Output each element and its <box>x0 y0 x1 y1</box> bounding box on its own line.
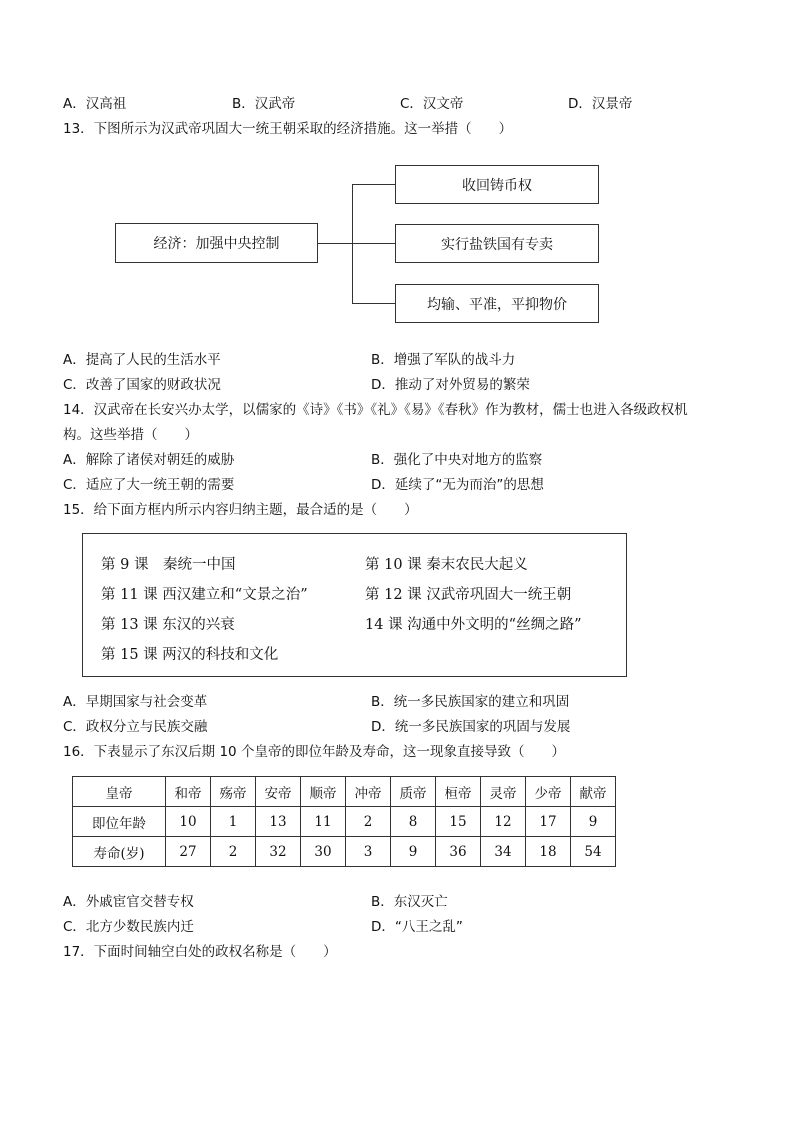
q12-option-d: D．汉景帝 <box>568 96 633 112</box>
q14-option-c: C．适应了大一统王朝的需要 <box>63 477 235 493</box>
q17-stem: 17．下面时间轴空白处的政权名称是（ ） <box>63 944 337 960</box>
q14-option-a: A．解除了诸侯对朝廷的威胁 <box>63 452 235 468</box>
q13-option-a: A．提高了人民的生活水平 <box>63 352 221 368</box>
table-cell: 8 <box>391 807 436 837</box>
table-cell: 12 <box>481 807 526 837</box>
diagram-root-box <box>115 223 318 263</box>
table-header-cell: 皇帝 <box>73 777 166 807</box>
lesson-item: 第 12 课 汉武帝巩固大一统王朝 <box>365 587 572 603</box>
table-cell: 9 <box>571 807 616 837</box>
lesson-item: 第 10 课 秦末农民大起义 <box>365 557 528 573</box>
table-row <box>73 837 616 867</box>
table-cell: 30 <box>301 837 346 867</box>
q13-option-d: D．推动了对外贸易的繁荣 <box>371 377 530 393</box>
diagram-trunk <box>352 184 353 304</box>
q16-stem: 16．下表显示了东汉后期 10 个皇帝的即位年龄及寿命，这一现象直接导致（ ） <box>63 744 565 760</box>
q15-option-d: D．统一多民族国家的巩固与发展 <box>371 719 571 735</box>
table-cell: 15 <box>436 807 481 837</box>
table-cell: 2 <box>346 807 391 837</box>
lesson-item: 第 9 课 秦统一中国 <box>101 557 236 573</box>
table-cell: 13 <box>256 807 301 837</box>
diagram-branch-box-2 <box>395 224 599 263</box>
table-header-cell: 殇帝 <box>211 777 256 807</box>
table-cell: 34 <box>481 837 526 867</box>
table-header-cell: 和帝 <box>166 777 211 807</box>
lesson-list-box <box>82 533 627 677</box>
diagram-branch-label: 均输、平准，平抑物价 <box>427 296 567 313</box>
diagram-branch-label: 收回铸币权 <box>462 177 532 194</box>
table-cell: 9 <box>391 837 436 867</box>
q12-option-a: A．汉高祖 <box>63 96 127 112</box>
table-cell: 18 <box>526 837 571 867</box>
table-header-cell: 献帝 <box>571 777 616 807</box>
diagram-branch-line-3 <box>352 303 395 304</box>
q13-option-b: B．增强了军队的战斗力 <box>371 352 516 368</box>
diagram-connector <box>318 243 353 244</box>
table-header-row <box>73 777 616 807</box>
table-cell: 3 <box>346 837 391 867</box>
table-row <box>73 807 616 837</box>
q13-stem: 13．下图所示为汉武帝巩固大一统王朝采取的经济措施。这一举措（ ） <box>63 121 513 137</box>
table-header-cell: 桓帝 <box>436 777 481 807</box>
q14-stem-line2: 构。这些举措（ ） <box>63 427 198 443</box>
table-cell: 2 <box>211 837 256 867</box>
table-header-cell: 少帝 <box>526 777 571 807</box>
q15-option-b: B．统一多民族国家的建立和巩固 <box>371 694 570 710</box>
table-header-cell: 顺帝 <box>301 777 346 807</box>
diagram-branch-line-1 <box>352 184 395 185</box>
diagram-root-label: 经济：加强中央控制 <box>153 236 280 252</box>
diagram-branch-box-3 <box>395 284 599 323</box>
lesson-item: 第 13 课 东汉的兴衰 <box>101 617 235 633</box>
diagram-branch-line-2 <box>352 243 395 244</box>
emperor-table <box>72 776 616 867</box>
table-header-cell: 质帝 <box>391 777 436 807</box>
lesson-item: 14 课 沟通中外文明的“丝绸之路” <box>365 617 582 633</box>
q13-option-c: C．改善了国家的财政状况 <box>63 377 221 393</box>
table-header-cell: 灵帝 <box>481 777 526 807</box>
q14-stem-line1: 14．汉武帝在长安兴办太学，以儒家的《诗》《书》《礼》《易》《春秋》作为教材，儒士也进入各级政权机 <box>63 402 688 418</box>
diagram-branch-label: 实行盐铁国有专卖 <box>441 236 553 253</box>
table-cell: 1 <box>211 807 256 837</box>
lesson-item: 第 11 课 西汉建立和“文景之治” <box>101 587 308 603</box>
q15-option-a: A．早期国家与社会变革 <box>63 694 208 710</box>
q12-option-b: B．汉武帝 <box>232 96 296 112</box>
table-cell: 10 <box>166 807 211 837</box>
table-cell: 17 <box>526 807 571 837</box>
q14-option-b: B．强化了中央对地方的监察 <box>371 452 543 468</box>
q16-option-b: B．东汉灭亡 <box>371 894 448 910</box>
table-cell: 36 <box>436 837 481 867</box>
q15-stem: 15．给下面方框内所示内容归纳主题，最合适的是（ ） <box>63 502 418 518</box>
q12-option-c: C．汉文帝 <box>400 96 464 112</box>
q15-option-c: C．政权分立与民族交融 <box>63 719 208 735</box>
q16-option-d: D．“八王之乱” <box>371 919 463 935</box>
table-header-cell: 冲帝 <box>346 777 391 807</box>
q16-option-c: C．北方少数民族内迁 <box>63 919 194 935</box>
table-cell: 32 <box>256 837 301 867</box>
q14-option-d: D．延续了“无为而治”的思想 <box>371 477 544 493</box>
table-cell: 寿命(岁) <box>73 837 166 867</box>
table-cell: 11 <box>301 807 346 837</box>
table-header-cell: 安帝 <box>256 777 301 807</box>
diagram-branch-box-1 <box>395 165 599 204</box>
table-cell: 即位年龄 <box>73 807 166 837</box>
table-cell: 54 <box>571 837 616 867</box>
lesson-item: 第 15 课 两汉的科技和文化 <box>101 647 279 663</box>
q16-option-a: A．外戚宦官交替专权 <box>63 894 194 910</box>
table-cell: 27 <box>166 837 211 867</box>
